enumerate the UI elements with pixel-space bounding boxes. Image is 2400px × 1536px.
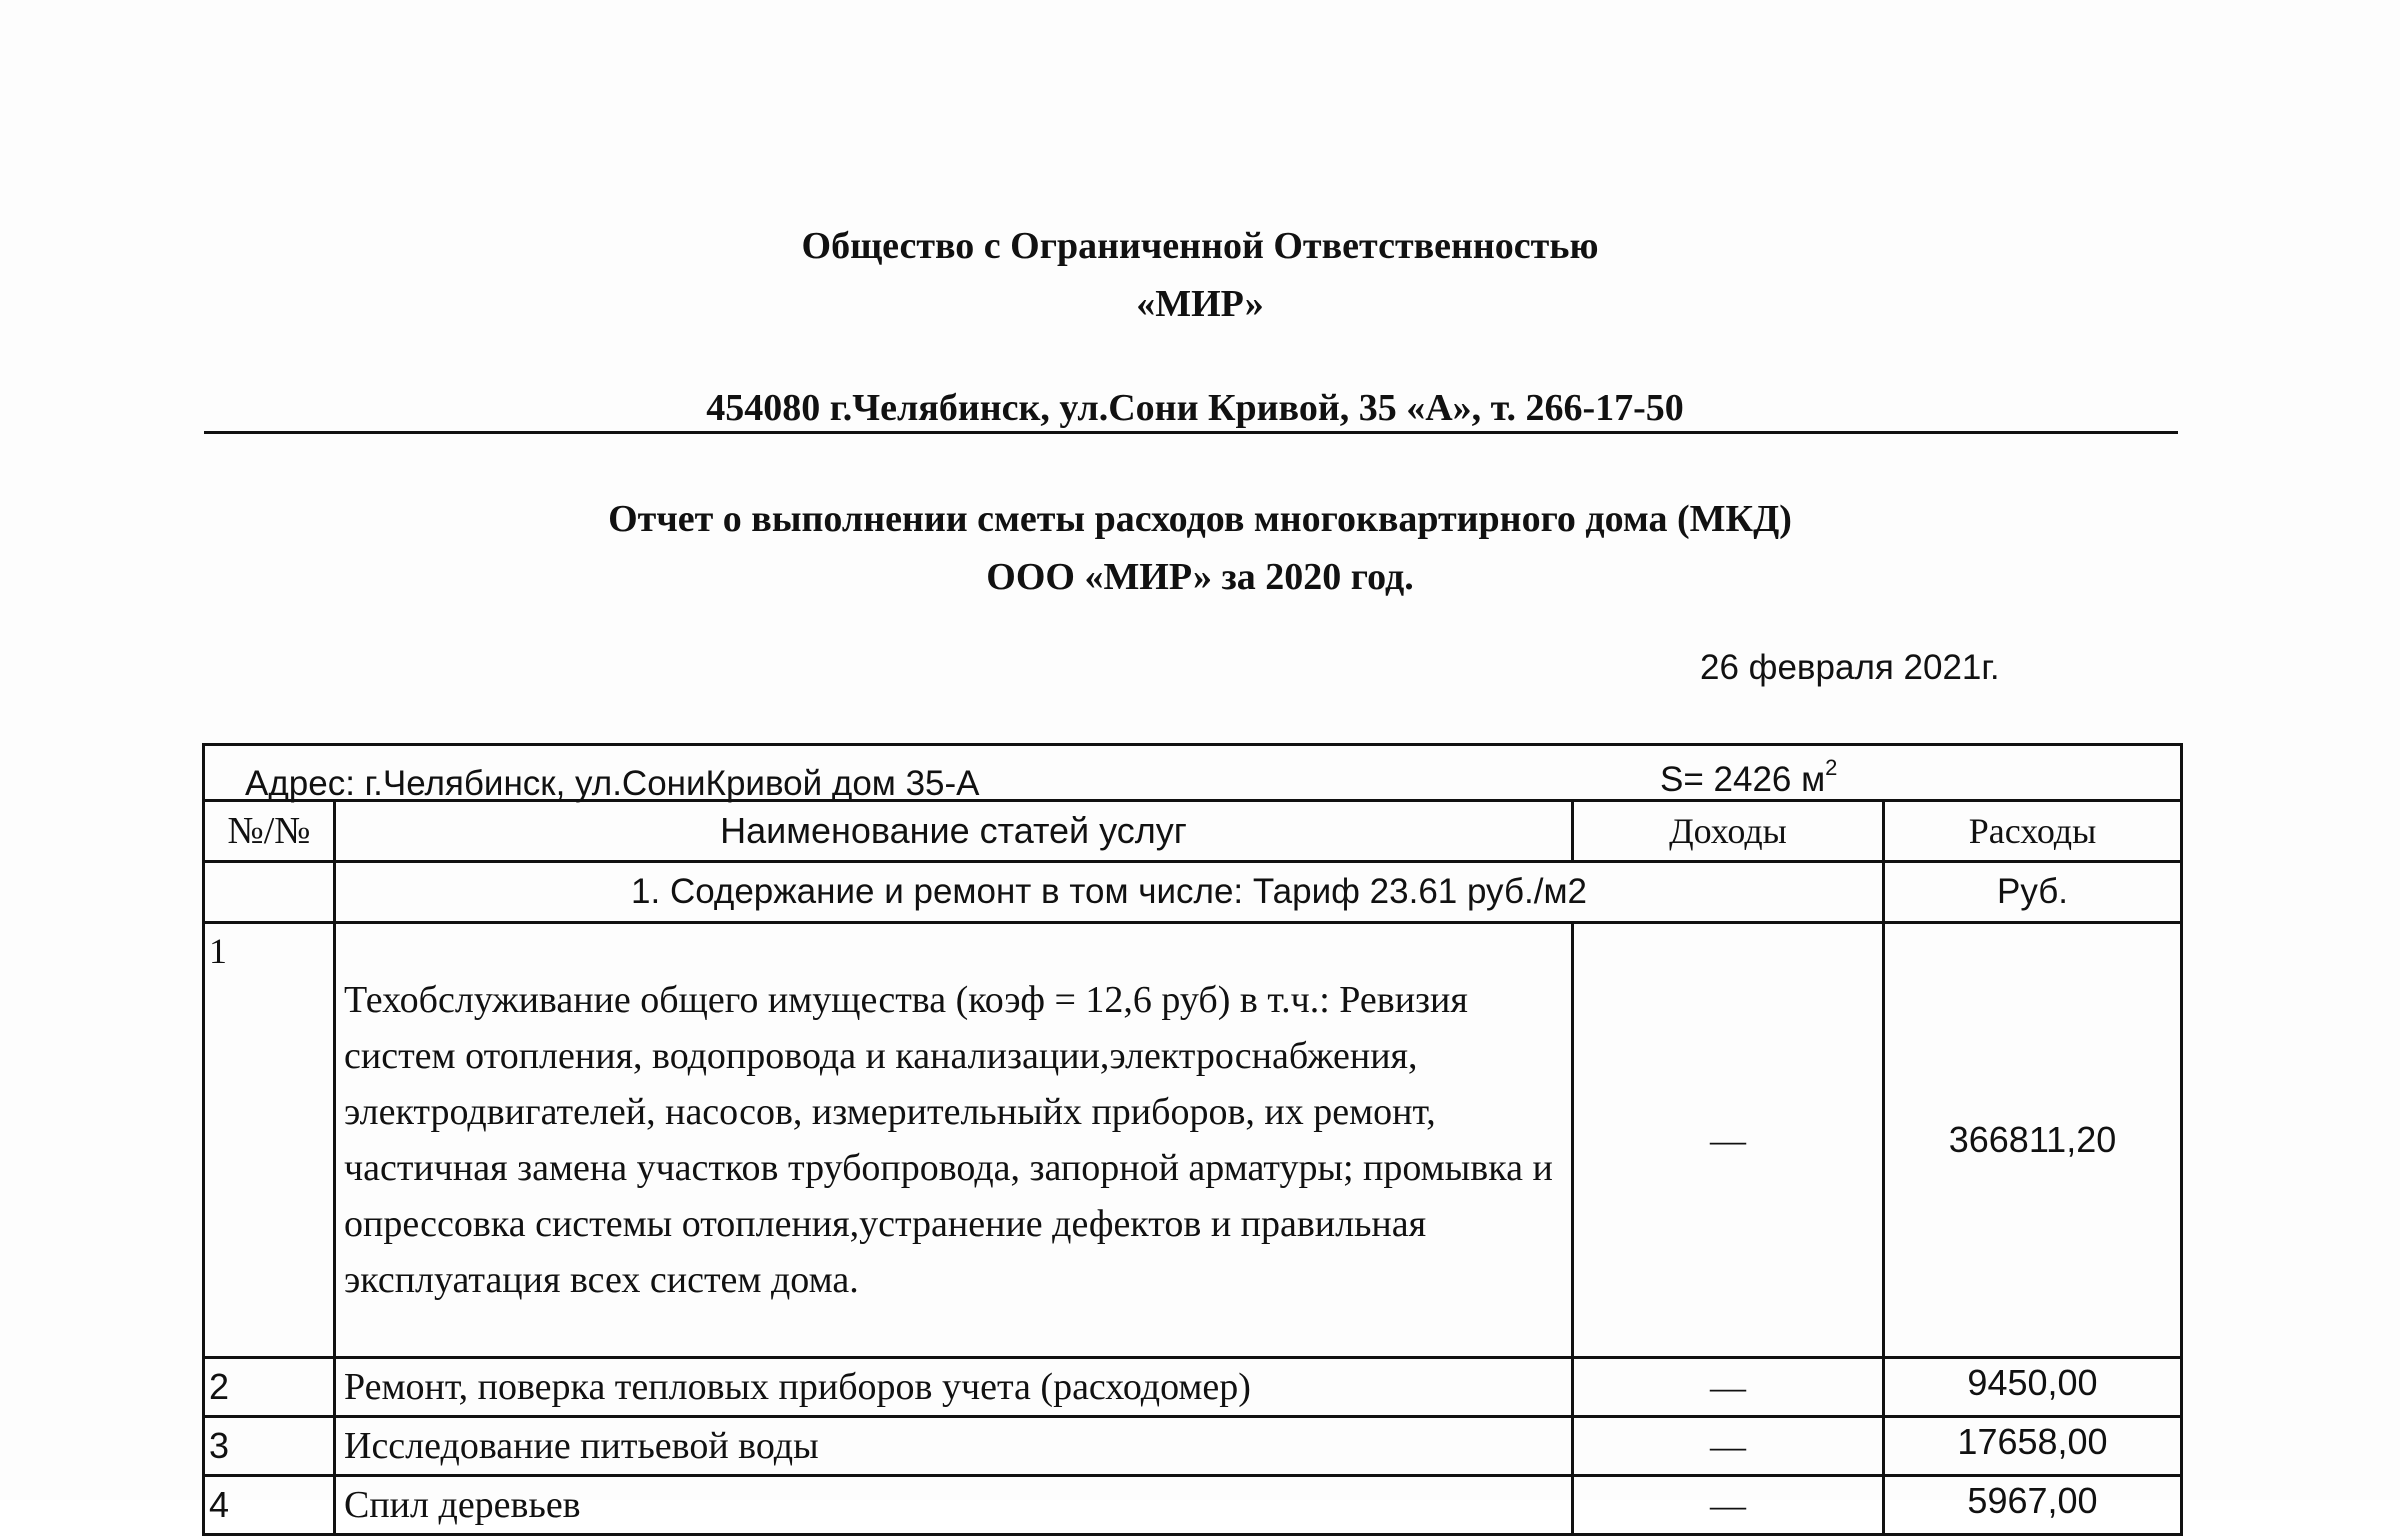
row-income: — (1573, 1358, 1884, 1417)
col-header-name: Наименование статей услуг (335, 801, 1573, 862)
building-area (1660, 755, 1838, 802)
col-header-income: Доходы (1573, 801, 1884, 862)
row-number: 1 (204, 923, 335, 1358)
row-service-name: Спил деревьев (335, 1476, 1573, 1535)
header-divider (204, 431, 2178, 434)
address-row (204, 745, 2182, 801)
row-income: — (1573, 1476, 1884, 1535)
area-unit-exponent: 2 (1825, 755, 1838, 780)
section-row (204, 862, 2182, 923)
area-value: S= 2426 м (1660, 760, 1826, 799)
org-name: Общество с Ограниченной Ответственностью (801, 225, 1599, 267)
section-empty-cell (204, 862, 335, 923)
row-expense: 9450,00 (1884, 1358, 2182, 1417)
row-service-name: Ремонт, поверка тепловых приборов учета (расходомер) (335, 1358, 1573, 1417)
table-row (204, 1358, 2182, 1417)
report-date: 26 февраля 2021г. (1700, 648, 2000, 687)
building-address: Адрес: г.Челябинск, ул.СониКривой дом 35-А (245, 764, 980, 803)
address-cell (204, 745, 2182, 801)
row-service-name: Техобслуживание общего имущества (коэф = 12,6 руб) в т.ч.: Ревизия систем отопления, водопровода и канализации,электроснабжения, электродвигателей, насосов, измерительныйх приборов, их ремонт, частичная замена участков трубопровода, запорной арматуры; промывка и опрессовка системы отопления,устранение дефектов и правильная эксплуатация всех систем дома. (335, 923, 1573, 1358)
row-number: 2 (204, 1358, 335, 1417)
row-number: 4 (204, 1476, 335, 1535)
section-label: 1. Содержание и ремонт в том числе: Тариф 23.61 руб./м2 (335, 862, 1884, 923)
row-expense: 5967,00 (1884, 1476, 2182, 1535)
row-number: 3 (204, 1417, 335, 1476)
row-income: — (1573, 1417, 1884, 1476)
col-header-num: №/№ (204, 801, 335, 862)
row-expense: 366811,20 (1884, 923, 2182, 1358)
estimate-table (202, 743, 2183, 1536)
table-row (204, 1476, 2182, 1535)
row-income: — (1573, 923, 1884, 1358)
row-expense: 17658,00 (1884, 1417, 2182, 1476)
org-short-name: «МИР» (1136, 283, 1264, 325)
org-address-line: 454080 г.Челябинск, ул.Сони Кривой, 35 «А», т. 266-17-50 (706, 387, 1684, 429)
table-row (204, 1417, 2182, 1476)
table-row (204, 923, 2182, 1358)
section-unit: Руб. (1884, 862, 2182, 923)
report-title-line-2: ООО «МИР» за 2020 год. (986, 556, 1414, 598)
col-header-expense: Расходы (1884, 801, 2182, 862)
column-header-row (204, 801, 2182, 862)
report-title-line-1: Отчет о выполнении сметы расходов многоквартирного дома (МКД) (608, 498, 1792, 540)
row-service-name: Исследование питьевой воды (335, 1417, 1573, 1476)
